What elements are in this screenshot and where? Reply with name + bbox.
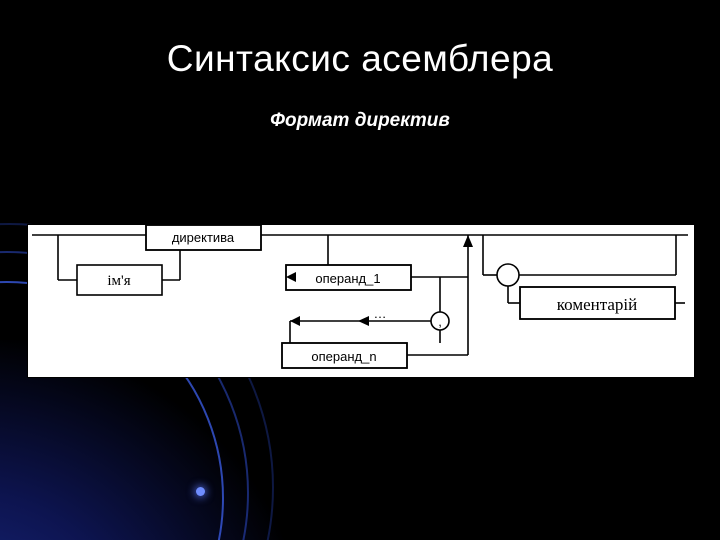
diagram-node-comment: коментарій [556, 295, 638, 314]
decorative-dot [196, 487, 205, 496]
page-subtitle: Формат директив [270, 110, 450, 131]
diagram-ellipsis: … [373, 306, 387, 321]
diagram-node-operand-1: операнд_1 [315, 271, 381, 286]
diagram-node-operand-n: операнд_n [311, 349, 377, 364]
diagram-node-directive: директива [171, 230, 235, 245]
diagram-node-name: ім'я [107, 273, 131, 289]
page-title: Синтаксис асемблера [166, 38, 554, 79]
diagram-separator-comma: , [438, 314, 442, 329]
diagram-canvas [27, 224, 695, 378]
